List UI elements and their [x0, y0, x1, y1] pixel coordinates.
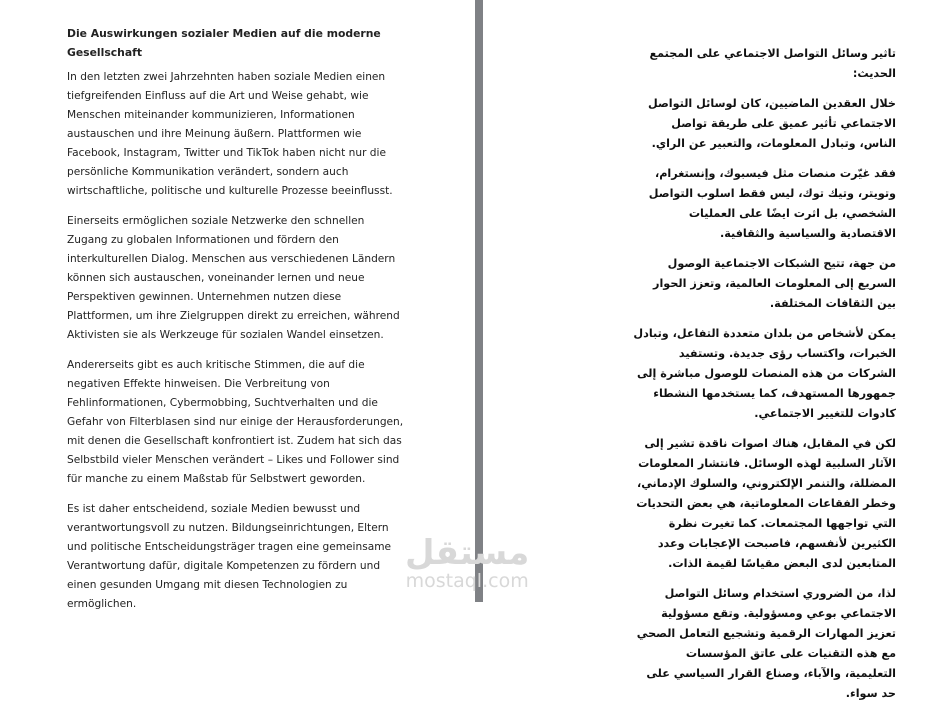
- german-paragraph-4: Es ist daher entscheidend, soziale Medien bewusst und verantwortungsvoll zu nutzen. Bildungseinrichtungen, Eltern und politische Entscheidungsträger tragen eine gemeinsame Verantwortung dafür, digitale Kompetenzen zu fördern und einen gesunden Umgang mit diesen Technologien zu ermöglichen.: [67, 503, 392, 610]
- german-title: Die Auswirkungen sozialer Medien auf die moderne Gesellschaft: [67, 27, 381, 59]
- german-text-body: [67, 24, 407, 625]
- arabic-paragraph-4: يمكن لأشخاص من بلدان متعددة التفاعل، وتبادل الخبرات، واكتساب رؤى جديدة. وتستفيد الشركات من هذه المنصات للوصول مباشرة إلى جمهورها المستهدف، كما يستخدمها النشطاء كادوات للتغيير الاجتماعي.: [633, 327, 896, 420]
- german-paragraph-2: Einerseits ermöglichen soziale Netzwerke den schnellen Zugang zu globalen Informationen und fördern den interkulturellen Dialog. Menschen aus verschiedenen Ländern können sich austauschen, voneinander lernen und neue Perspektiven gewinnen. Unternehmen nutzen diese Plattformen, um ihre Zielgruppen direkt zu erreichen, während Aktivisten sie als Werkzeuge für sozialen Wandel einsetzen.: [67, 215, 400, 341]
- arabic-text-body: [631, 44, 896, 714]
- arabic-title: تاثير وسائل التواصل الاجتماعي على المجتمع الحديث:: [649, 47, 896, 80]
- arabic-document-page: [483, 0, 926, 700]
- mostaql-watermark: [405, 535, 529, 591]
- arabic-paragraph-2: فقد غيّرت منصات مثل فيسبوك، وإنستغرام، وتويتر، وتيك توك، ليس فقط اسلوب التواصل الشخصي، بل اثرت ايضًا على العمليات الاقتصادية والسياسية والثقافية.: [648, 167, 896, 240]
- arabic-paragraph-1: خلال العقدين الماضيين، كان لوسائل التواصل الاجتماعي تأثير عميق على طريقة تواصل الناس، وتبادل المعلومات، والتعبير عن الراي.: [648, 97, 896, 150]
- arabic-paragraph-5: لكن في المقابل، هناك اصوات ناقدة تشير إلى الآثار السلبية لهذه الوسائل. فانتشار المعلومات المضللة، والتنمر الإلكتروني، والسلوك الإدماني، وخطر الفقاعات المعلوماتية، هي بعض التحديات التي تواجهها المجتمعات. كما تغيرت نظرة الكثيرين لأنفسهم، فاصبحت الإعجابات وعدد المتابعين لدى البعض مقياسًا لقيمة الذات.: [636, 437, 896, 570]
- german-paragraph-1: In den letzten zwei Jahrzehnten haben soziale Medien einen tiefgreifenden Einfluss auf die Art und Weise gehabt, wie Menschen miteinander kommunizieren, Informationen austauschen und ihre Meinung äußern. Plattformen wie Facebook, Instagram, Twitter und TikTok haben nicht nur die persönliche Kommunikation verändert, sondern auch wirtschaftliche, politische und kulturelle Prozesse beeinflusst.: [67, 71, 393, 197]
- german-paragraph-3: Andererseits gibt es auch kritische Stimmen, die auf die negativen Effekte hinweisen. Die Verbreitung von Fehlinformationen, Cybermobbing, Suchtverhalten und die Gefahr von Filterblasen sind nur einige der Herausforderungen, mit denen die Gesellschaft konfrontiert ist. Zudem hat sich das Selbstbild vieler Menschen verändert – Likes und Follower sind für manche zu einem Maßstab für Selbstwert geworden.: [67, 359, 404, 485]
- arabic-paragraph-3: من جهة، تتيح الشبكات الاجتماعية الوصول السريع إلى المعلومات العالمية، وتعزز الحوار بين الثقافات المختلفة.: [653, 257, 896, 310]
- german-document-page: [0, 0, 475, 610]
- watermark-arabic: مستقل: [405, 533, 530, 573]
- page-divider: [475, 0, 483, 602]
- arabic-paragraph-6: لذا، من الضروري استخدام وسائل التواصل الاجتماعي بوعي ومسؤولية. وتقع مسؤولية تعزيز المهارات الرقمية وتشجيع التعامل الصحي مع هذه التقنيات على عاتق المؤسسات التعليمية، والآباء، وصناع القرار السياسي على حد سواء.: [636, 587, 896, 700]
- watermark-latin: mostaql.com: [405, 570, 529, 592]
